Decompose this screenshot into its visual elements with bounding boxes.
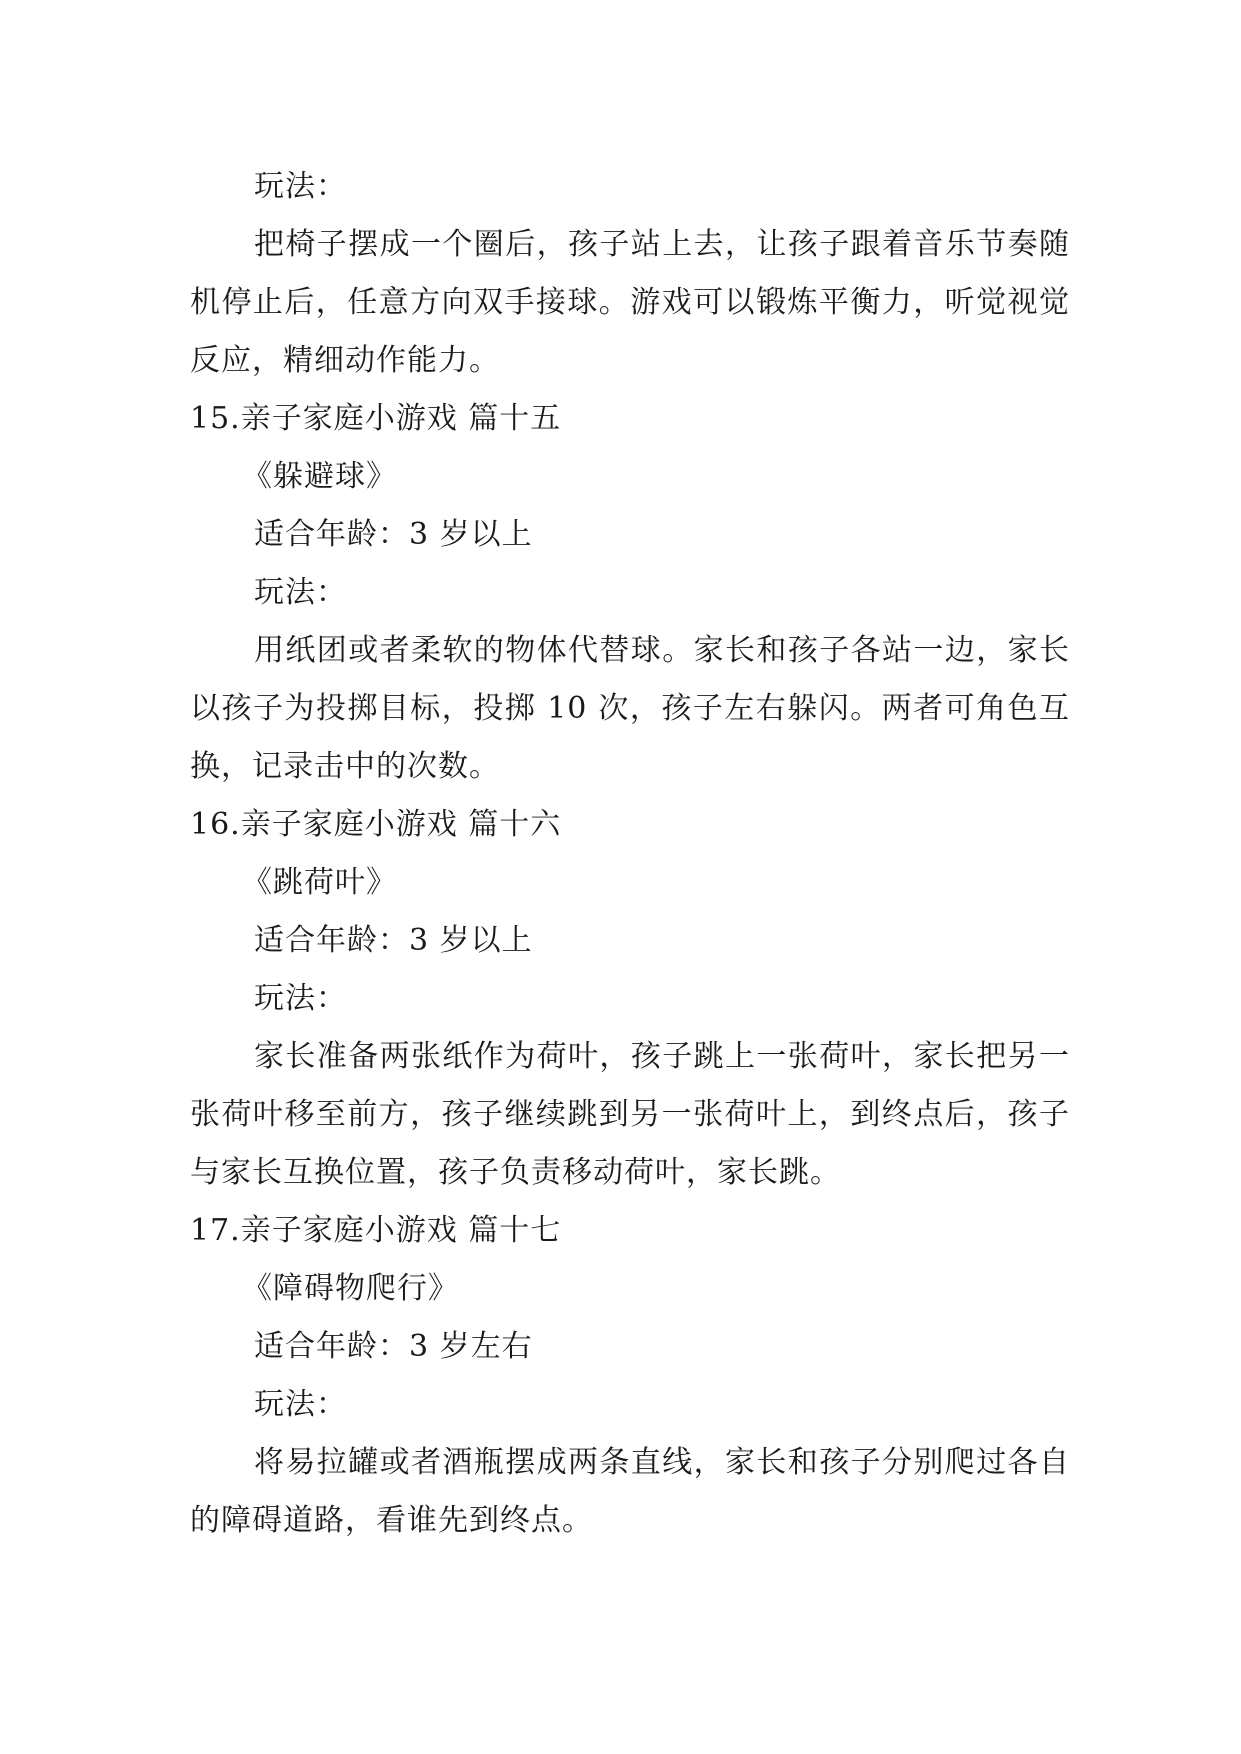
document-body (190, 158, 1070, 1550)
age-line-15: 适合年龄：3 岁以上 (254, 517, 533, 552)
play-label-16: 玩法： (254, 981, 347, 1016)
play-text-15: 用纸团或者柔软的物体代替球。家长和孩子各站一边，家长以孩子为投掷目标，投掷 10 次，孩子左右躲闪。两者可角色互换，记录击中的次数。 (190, 633, 1070, 784)
age-line-17: 适合年龄：3 岁左右 (254, 1329, 533, 1364)
play-label-17: 玩法： (254, 1387, 347, 1422)
section-heading-15: 15.亲子家庭小游戏 篇十五 (190, 401, 562, 436)
play-text-16: 家长准备两张纸作为荷叶，孩子跳上一张荷叶，家长把另一张荷叶移至前方，孩子继续跳到另一张荷叶上，到终点后，孩子与家长互换位置，孩子负责移动荷叶，家长跳。 (190, 1039, 1070, 1190)
play-text: 把椅子摆成一个圈后，孩子站上去，让孩子跟着音乐节奏随机停止后，任意方向双手接球。游戏可以锻炼平衡力，听觉视觉反应，精细动作能力。 (190, 227, 1070, 378)
play-label: 玩法： (254, 169, 347, 204)
game-title-16: 《跳荷叶》 (242, 865, 397, 900)
game-title-17: 《障碍物爬行》 (242, 1271, 459, 1306)
age-line-16: 适合年龄：3 岁以上 (254, 923, 533, 958)
section-heading-16: 16.亲子家庭小游戏 篇十六 (190, 807, 562, 842)
play-text-17: 将易拉罐或者酒瓶摆成两条直线，家长和孩子分别爬过各自的障碍道路，看谁先到终点。 (190, 1445, 1070, 1538)
section-heading-17: 17.亲子家庭小游戏 篇十七 (190, 1213, 562, 1248)
play-label-15: 玩法： (254, 575, 347, 610)
game-title-15: 《躲避球》 (242, 459, 397, 494)
